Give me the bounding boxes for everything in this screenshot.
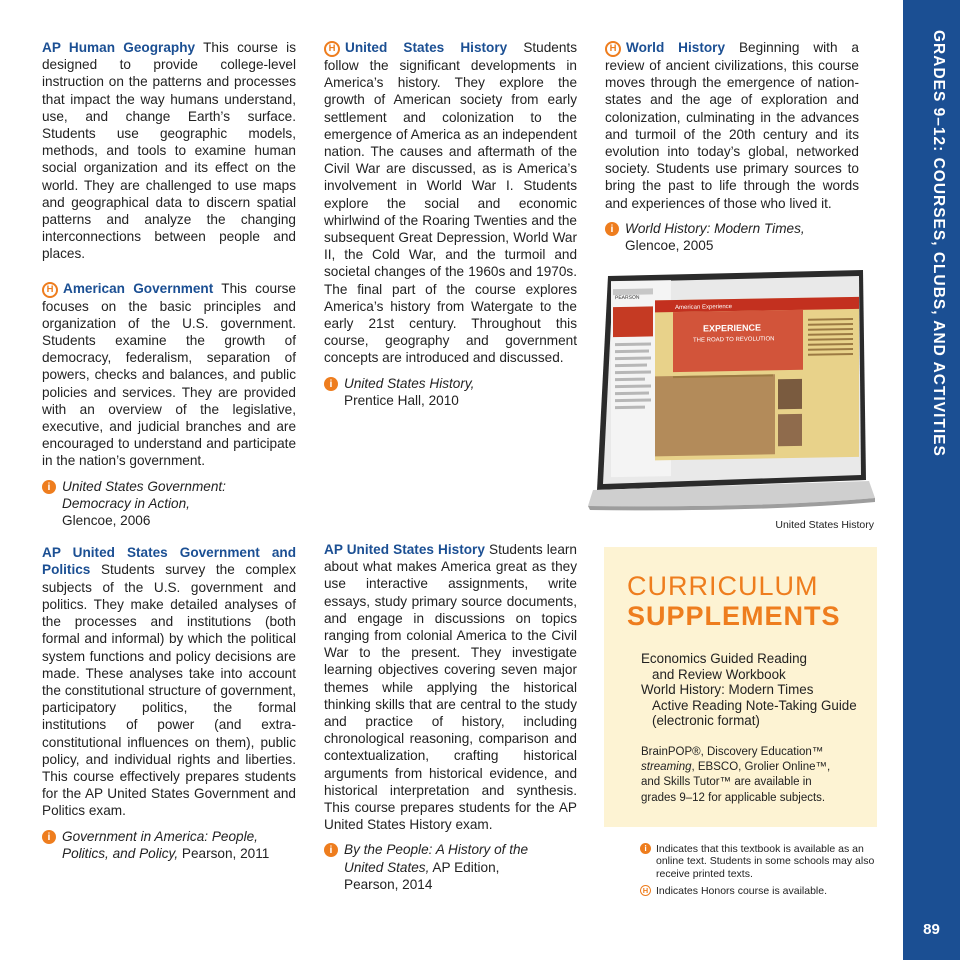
screen-tab: American Experience	[675, 304, 733, 312]
supplement-item: World History: Modern Times	[641, 682, 814, 698]
course-description: Students survey the complex subjects of the U.S. government and politics. They make detailed analyses of the processes and institutions (both formal and informal) by which the political system functions and policy decisions are made. These analyses take into account the constitutional structure of government, participatory politics, the formal institutions of power (and extra-constitutional influences on them), public policy, and individual rights and liberties. This course effectively prepares students for the AP United States Government and Politics exam.	[42, 562, 296, 819]
course-title: AP Human Geography	[42, 40, 196, 55]
screen-brand: PEARSON	[615, 294, 640, 302]
course-description: Beginning with a review of ancient civilizations, this course moves through the emergence of nation-states and the age of exploration and colonization, culminating in the advances and turmoil of the 20th century and its evolution into today’s global, networked society. Students use primary sources to bring the past to life through the words and experiences of those who lived it.	[605, 40, 859, 211]
note-line: and Skills Tutor™ are available in	[641, 776, 812, 789]
supplement-item: Economics Guided Reading	[641, 651, 807, 666]
screen-subheading: THE ROAD TO REVOLUTION	[693, 336, 775, 344]
honors-icon: H	[324, 41, 340, 57]
legend-honors	[640, 885, 880, 897]
course-us-history	[324, 39, 577, 367]
course-title: World History	[626, 40, 726, 55]
course-ap-us-government	[42, 544, 296, 819]
course-description: Students follow the significant developments in America’s history. They explore the growth of American society from early settlement and colonization to the emergence of America as an independent nation. The causes and aftermath of the Civil War are discussed, as is America’s involvement in World War I. Students explore the social and economic whirlwind of the Roaring Twenties and the subsequent Great Depression, World War II, the Cold War, and the turmoil and societal changes of the 1960s and 1970s. The final part of the course explores America’s history from Watergate to the early 21st century. Throughout this course, geography and government concepts are introduced and discussed.	[324, 40, 577, 366]
textbook-title-line: World History: Modern Times,	[625, 220, 805, 236]
textbook-title-line: Government in America: People,	[62, 828, 258, 844]
textbook-publisher: Glencoe, 2005	[625, 238, 714, 254]
supplement-item-continued: and Review Workbook	[652, 666, 786, 682]
textbook-title-line: United States,	[344, 859, 430, 875]
honors-icon: H	[640, 885, 651, 896]
course-description: This course is designed to provide college-level instruction on the patterns and processes that impact the way humans understand, use, and change Earth’s surface. Students use geographic models, methods, and tools to examine human social organization and its effect on the world. They are challenged to use maps and geographical data to discern spatial patterns and analyze the changing interconnections between people and places.	[42, 40, 296, 262]
honors-icon: H	[42, 282, 58, 298]
course-ap-us-history	[324, 541, 577, 833]
course-ap-human-geography	[42, 39, 296, 263]
note-line: BrainPOP®, Discovery Education™	[641, 746, 824, 758]
info-icon: i	[640, 843, 651, 854]
textbook-publisher: Pearson, 2011	[178, 845, 270, 861]
note-line-italic: streaming	[641, 761, 692, 774]
course-title: United States History	[345, 40, 508, 55]
supplements-heading-light: CURRICULUM	[627, 571, 819, 601]
supplement-item-continued: Active Reading Note-Taking Guide	[652, 697, 857, 713]
laptop-caption: United States History	[775, 519, 874, 531]
note-line: grades 9–12 for applicable subjects.	[641, 791, 826, 804]
legend-online	[640, 843, 880, 880]
textbook-title-line: Politics, and Policy,	[62, 845, 179, 861]
curriculum-supplements-box	[604, 547, 877, 827]
course-world-history	[605, 39, 859, 212]
laptop-illustration	[563, 268, 883, 513]
textbook-reference	[605, 220, 859, 254]
textbook-reference	[324, 375, 577, 409]
icon-legend	[640, 843, 880, 903]
course-title: AP United States Government and Politics	[42, 545, 296, 578]
column-middle-lower	[324, 541, 577, 893]
course-title: American Government	[63, 280, 214, 296]
textbook-title-line: United States Government:	[62, 478, 226, 494]
section-sidebar	[903, 0, 960, 960]
textbook-publisher: Glencoe, 2006	[62, 513, 151, 529]
page-number: 89	[923, 921, 940, 938]
textbook-edition: AP Edition,	[429, 859, 500, 875]
course-title: AP United States History	[324, 542, 485, 557]
info-icon: i	[605, 222, 619, 236]
course-description: This course focuses on the basic principles and organization of the U.S. government. Students examine the growth of democracy, federalism, separation of powers, checks and balances, and public policies and services. They are provided with an overview of the legislative, executive, and judicial branches and are encouraged to understand and participate in the nation’s government.	[42, 280, 296, 469]
honors-icon: H	[605, 41, 621, 57]
textbook-publisher: Pearson, 2014	[344, 876, 433, 892]
legend-honors-text: Indicates Honors course is available.	[656, 885, 828, 898]
info-icon: i	[42, 830, 56, 844]
screen-heading: EXPERIENCE	[703, 322, 762, 334]
supplements-heading-bold: SUPPLEMENTS	[627, 601, 841, 631]
legend-online-text: Indicates that this textbook is available as an online text. Students in some schools may also receive printed texts.	[656, 843, 875, 880]
note-line: , EBSCO, Grolier Online™,	[691, 761, 831, 774]
supplement-item-continued: (electronic format)	[652, 713, 760, 729]
digital-resources-note	[641, 745, 866, 806]
section-heading: GRADES 9–12: COURSES, CLUBS, AND ACTIVITIES	[930, 30, 947, 457]
textbook-reference	[42, 828, 296, 862]
column-right	[605, 39, 859, 254]
supplements-list	[641, 651, 871, 729]
column-middle	[324, 39, 577, 409]
info-icon: i	[324, 377, 338, 391]
textbook-reference	[42, 478, 296, 530]
course-description: Students learn about what makes America great as they use interactive assignments, write essays, study primary source documents, and engage in discussions on topics ranging from colonial America to the Civil War to the present. They investigate learning objectives covering seven major themes while applying the historical thinking skills that are central to the study and practice of history, including chronological reasoning, comparison and contextualization, crafting historical arguments from historical evidence, and historical interpretation and synthesis. This course prepares students for the AP United States History exam.	[324, 542, 577, 833]
textbook-title-line: Democracy in Action,	[62, 495, 190, 511]
info-icon: i	[324, 843, 338, 857]
textbook-title-line: United States History,	[344, 375, 475, 391]
textbook-reference	[324, 841, 577, 893]
textbook-publisher: Prentice Hall, 2010	[344, 392, 459, 408]
column-left	[42, 39, 296, 862]
course-american-government	[42, 280, 296, 470]
info-icon: i	[42, 480, 56, 494]
textbook-title-line: By the People: A History of the	[344, 842, 529, 858]
